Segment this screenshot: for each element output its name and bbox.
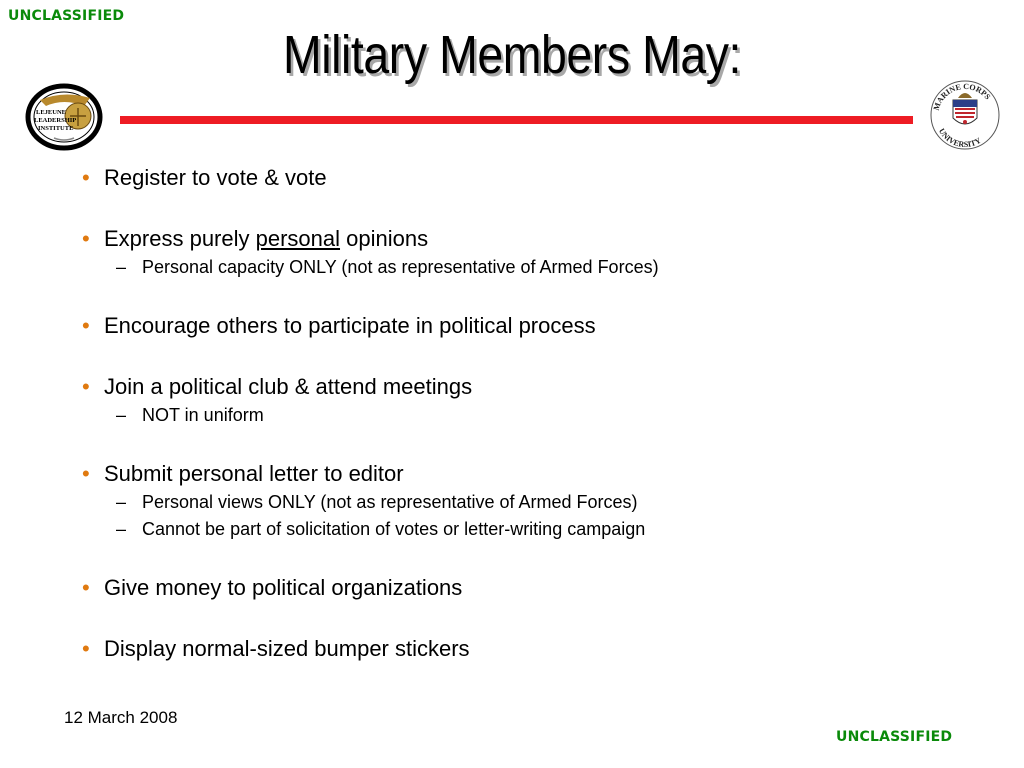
- marine-corps-university-seal: [928, 76, 1002, 157]
- svg-text:LEJEUNE: LEJEUNE: [36, 109, 66, 116]
- bullet-list: [82, 162, 982, 664]
- bullet-icon: •: [82, 226, 90, 251]
- classification-marking-top: UNCLASSIFIED: [8, 8, 125, 24]
- footer-date: 12 March 2008: [64, 708, 178, 727]
- bullet-text: Encourage others to participate in political process: [104, 313, 596, 338]
- bullet-text: Give money to political organizations: [104, 575, 463, 600]
- svg-text:INSTITUTE: INSTITUTE: [38, 125, 74, 132]
- bullet-icon: •: [82, 461, 90, 486]
- title-divider: [120, 116, 913, 124]
- bullet-icon: •: [82, 636, 90, 661]
- bullet-item: [82, 633, 982, 664]
- lejeune-leadership-institute-logo: [24, 82, 104, 157]
- dash-icon: –: [116, 519, 127, 539]
- slide-title: Military Members May:: [282, 25, 742, 85]
- bullet-icon: •: [82, 165, 90, 190]
- dash-icon: –: [116, 405, 127, 425]
- bullet-text: Register to vote & vote: [104, 165, 327, 190]
- classification-marking-bottom: UNCLASSIFIED: [836, 729, 953, 745]
- svg-text:MARINE CORPS: MARINE CORPS: [931, 81, 993, 112]
- bullet-text-part: opinions: [340, 226, 429, 251]
- bullet-item: [82, 310, 982, 341]
- bullet-icon: •: [82, 374, 90, 399]
- bullet-item: [82, 162, 982, 193]
- sub-bullet-text: Personal capacity ONLY (not as representative of Armed Forces): [142, 257, 659, 277]
- bullet-item: [82, 458, 982, 543]
- bullet-icon: •: [82, 575, 90, 600]
- bullet-text: Join a political club & attend meetings: [104, 374, 473, 399]
- bullet-item: [82, 223, 982, 281]
- bullet-text: [104, 226, 428, 251]
- bullet-text: Display normal-sized bumper stickers: [104, 636, 470, 661]
- bullet-text: Submit personal letter to editor: [104, 461, 404, 486]
- svg-text:UNIVERSITY: UNIVERSITY: [936, 126, 983, 150]
- bullet-icon: •: [82, 313, 90, 338]
- underlined-word: personal: [255, 226, 341, 251]
- svg-text:LEADERSHIP: LEADERSHIP: [34, 117, 77, 124]
- bullet-text-part: Express purely: [104, 226, 256, 251]
- bullet-item: [82, 371, 982, 429]
- sub-bullet-text: Personal views ONLY (not as representative of Armed Forces): [142, 492, 638, 512]
- sub-bullet-text: NOT in uniform: [142, 405, 264, 425]
- sub-bullet-text: Cannot be part of solicitation of votes or letter-writing campaign: [142, 519, 646, 539]
- bullet-item: [82, 572, 982, 603]
- dash-icon: –: [116, 257, 127, 277]
- dash-icon: –: [116, 492, 127, 512]
